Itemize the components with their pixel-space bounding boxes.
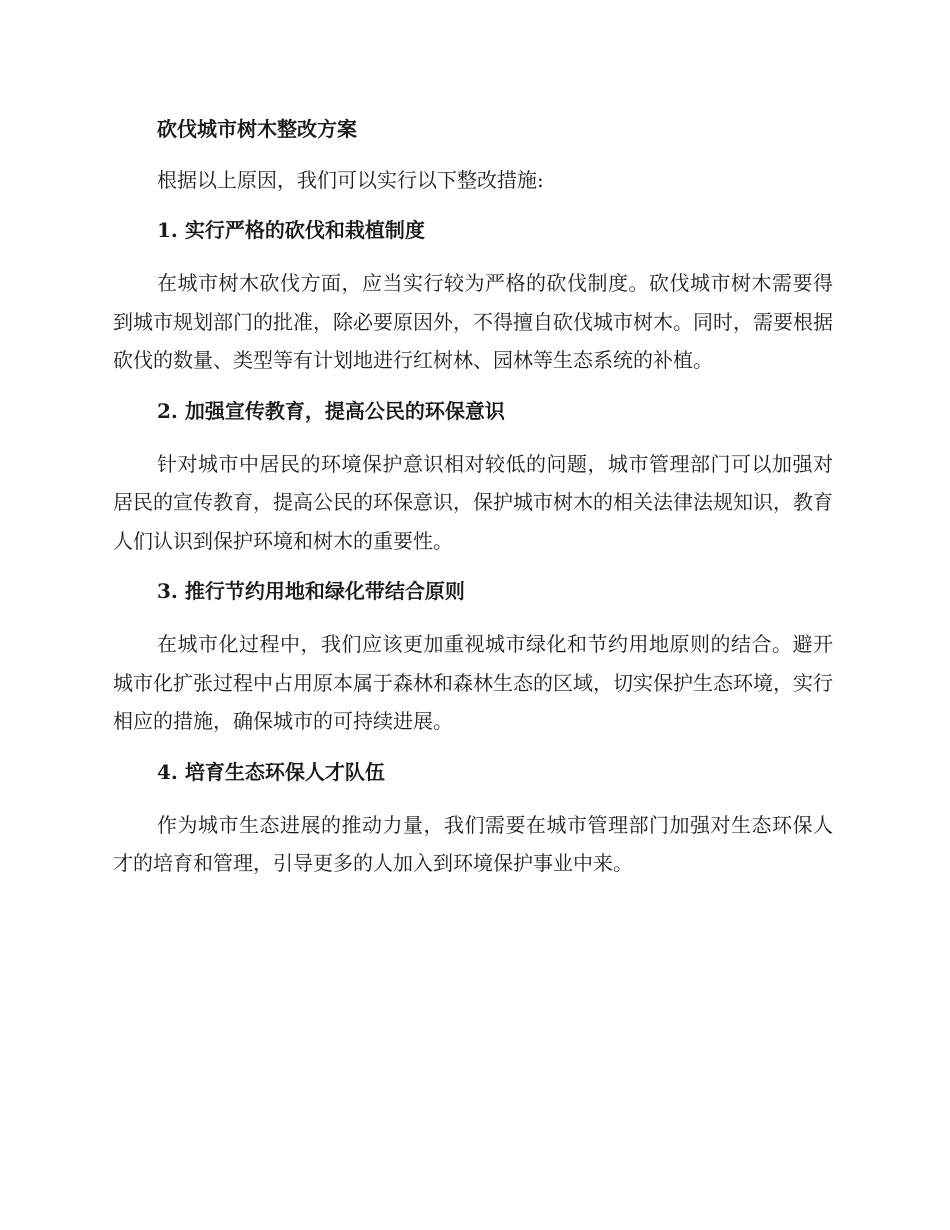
document-title: 砍伐城市树木整改方案	[157, 117, 357, 141]
section-heading: 2. 加强宣传教育，提高公民的环保意识	[157, 398, 505, 423]
section-paragraph: 针对城市中居民的环境保护意识相对较低的问题，城市管理部门可以加强对居民的宣传教育，提高公民的环保意识，保护城市树木的相关法律法规知识，教育人们认识到保护环境和树木的重要性。	[113, 451, 833, 553]
section-heading: 3. 推行节约用地和绿化带结合原则	[157, 579, 465, 603]
section-paragraph: 在城市化过程中，我们应该更加重视城市绿化和节约用地原则的结合。避开城市化扩张过程中占用原本属于森林和森林生态的区域，切实保护生态环境，实行相应的措施，确保城市的可持续进展。	[113, 632, 833, 733]
section-heading: 1. 实行严格的砍伐和栽植制度	[157, 218, 425, 242]
section-2	[113, 394, 833, 561]
section-paragraph: 在城市树木砍伐方面，应当实行较为严格的砍伐制度。砍伐城市树木需要得到城市规划部门的批准，除必要原因外，不得擅自砍伐城市树木。同时，需要根据砍伐的数量、类型等有计划地进行红树林、园林等生态系统的补植。	[113, 271, 833, 372]
intro-paragraph: 根据以上原因，我们可以实行以下整改措施:	[157, 168, 544, 192]
document-page	[113, 112, 833, 897]
section-3	[113, 574, 833, 741]
section-1	[113, 213, 833, 380]
section-4	[113, 755, 833, 883]
section-paragraph: 作为城市生态进展的推动力量，我们需要在城市管理部门加强对生态环保人才的培育和管理，引导更多的人加入到环境保护事业中来。	[113, 812, 833, 875]
section-heading: 4. 培育生态环保人才队伍	[157, 759, 385, 784]
